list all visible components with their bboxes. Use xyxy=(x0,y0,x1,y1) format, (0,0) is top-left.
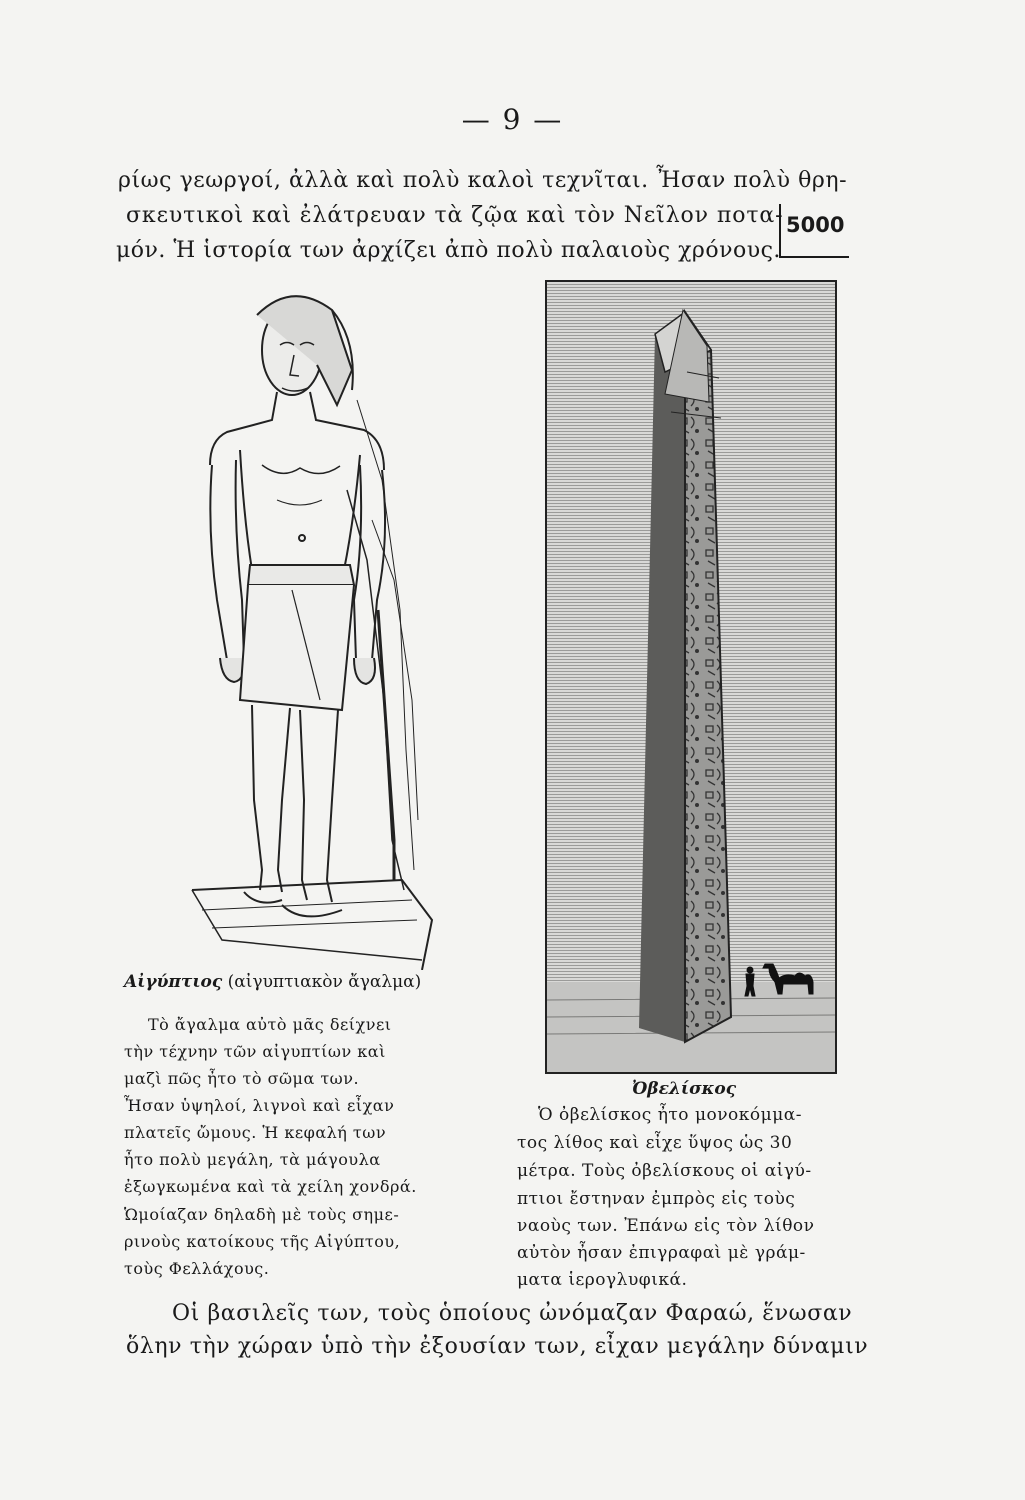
margin-note-year: 5000 xyxy=(786,213,845,237)
statue-description-line: μαζὶ πῶς ἦτο τὸ σῶμα των. xyxy=(124,1069,360,1088)
obelisk-description-line: ναοὺς των. Ἐπάνω εἰς τὸν λίθον xyxy=(517,1216,815,1236)
statue-description-line: Ὡμοίαζαν δηλαδὴ μὲ τοὺς σημε- xyxy=(124,1205,400,1224)
obelisk-description-line: ματα ἱερογλυφικά. xyxy=(517,1270,688,1290)
obelisk-description-line: τος λίθος καὶ εἶχε ὕψος ὡς 30 xyxy=(517,1133,793,1153)
statue-description-line: ρινοὺς κατοίκους τῆς Αἰγύπτου, xyxy=(124,1232,401,1251)
intro-text-line: σκευτικοὶ καὶ ἐλάτρευαν τὰ ζῷα καὶ τὸν Νεῖλον ποτα- xyxy=(126,203,784,228)
statue-illustration xyxy=(132,280,452,970)
statue-caption-subtitle: (αἰγυπτιακὸν ἄγαλμα) xyxy=(227,972,422,992)
obelisk-description-line: Ὁ ὀβελίσκος ἦτο μονοκόμμα- xyxy=(538,1105,802,1125)
body-text-line: Οἱ βασιλεῖς των, τοὺς ὁποίους ὠνόμαζαν Φαραώ, ἕνωσαν xyxy=(172,1301,853,1326)
obelisk-description-line: πτιοι ἔστηναν ἐμπρὸς εἰς τοὺς xyxy=(517,1189,796,1209)
obelisk-description-line: μέτρα. Τοὺς ὀβελίσκους οἱ αἰγύ- xyxy=(517,1161,812,1181)
statue-description-line: Τὸ ἄγαλμα αὐτὸ μᾶς δείχνει xyxy=(148,1015,392,1034)
obelisk-caption-title: Ὀβελίσκος xyxy=(632,1079,737,1099)
intro-text-line: ρίως γεωργοί, ἀλλὰ καὶ πολὺ καλοὶ τεχνῖται. Ἦσαν πολὺ θρη- xyxy=(118,168,848,193)
statue-description-line: πλατεῖς ὤμους. Ἡ κεφαλή των xyxy=(124,1123,387,1142)
intro-text-line: μόν. Ἡ ἱστορία των ἀρχίζει ἀπὸ πολὺ παλαιοὺς χρόνους. xyxy=(116,238,781,263)
body-text-line: ὅλην τὴν χώραν ὑπὸ τὴν ἐξουσίαν των, εἶχαν μεγάλην δύναμιν xyxy=(126,1334,869,1359)
statue-description-line: ἐξωγκωμένα καὶ τὰ χείλη χονδρά. xyxy=(124,1177,417,1196)
statue-caption xyxy=(124,972,421,992)
obelisk-description-line: αὐτὸν ἦσαν ἐπιγραφαὶ μὲ γράμ- xyxy=(517,1243,806,1263)
statue-description-line: τὴν τέχνην τῶν αἰγυπτίων καὶ xyxy=(124,1042,386,1061)
obelisk-illustration xyxy=(545,280,837,1074)
statue-description-line: Ἦσαν ὑψηλοί, λιγνοὶ καὶ εἶχαν xyxy=(124,1096,395,1115)
page-number: — 9 — xyxy=(461,103,564,136)
statue-description-line: ἦτο πολὺ μεγάλη, τὰ μάγουλα xyxy=(124,1150,381,1169)
statue-description-line: τοὺς Φελλάχους. xyxy=(124,1259,270,1278)
statue-caption-title: Αἰγύπτιος xyxy=(124,972,223,992)
